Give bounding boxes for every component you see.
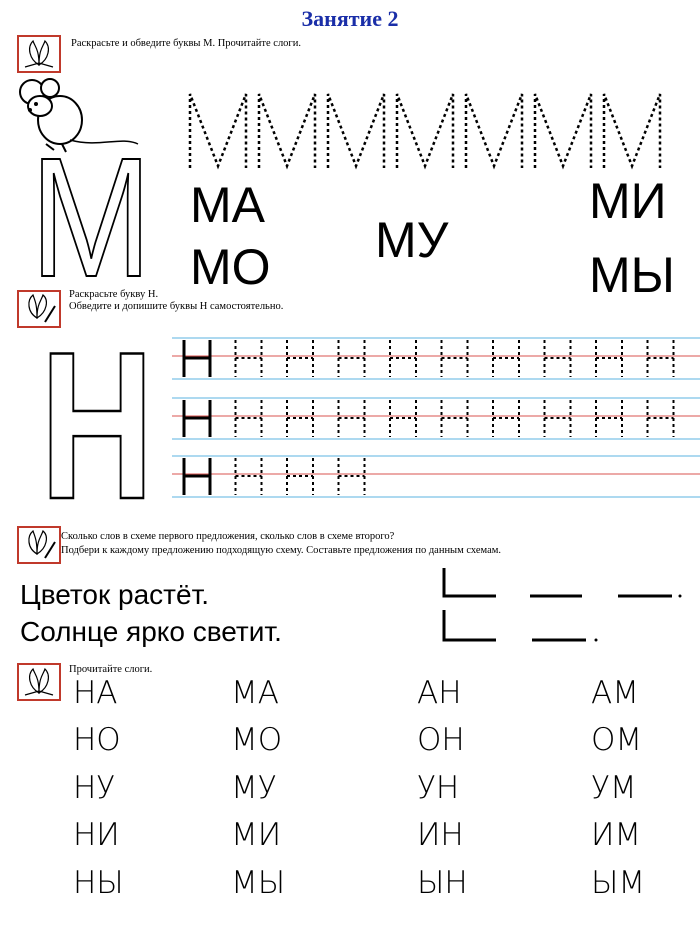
big-letter-n: Н — [40, 336, 154, 501]
syllable-cell: МА — [231, 675, 279, 711]
trace-letter-n — [545, 340, 571, 377]
flower-book-icon — [17, 663, 61, 701]
syllable-cell: ИН — [417, 817, 464, 853]
trace-letter-n — [648, 340, 674, 377]
trace-letter-m — [397, 94, 453, 168]
syllable-cell: НЫ — [73, 865, 124, 901]
instruction-text: Обведите и допишите буквы Н самостоятельно. — [69, 301, 284, 312]
big-letter-m: М — [30, 148, 152, 280]
instruction-text: Раскрасьте букву Н. — [69, 289, 159, 300]
syllable-mi: МИ — [589, 173, 667, 229]
trace-letter-n — [236, 458, 262, 495]
flower-book-icon — [17, 35, 61, 73]
trace-letter-n — [493, 400, 519, 437]
trace-letter-n — [287, 340, 313, 377]
trace-letter-n — [236, 400, 262, 437]
syllable-cell: УН — [417, 770, 460, 806]
sample-letter-n — [184, 400, 210, 437]
sample-letter-n — [184, 458, 210, 495]
trace-letter-n — [442, 400, 468, 437]
trace-letter-m — [535, 94, 591, 168]
trace-letter-n — [339, 400, 365, 437]
syllable-cell: МУ — [231, 770, 277, 806]
trace-letter-n — [390, 340, 416, 377]
sample-letter-n — [184, 340, 210, 377]
syllable-cell: ЫМ — [591, 865, 646, 901]
flower-pencil-icon — [17, 290, 61, 328]
trace-letter-m — [259, 94, 315, 168]
trace-letter-m — [604, 94, 660, 168]
trace-letter-n — [545, 400, 571, 437]
trace-letter-n — [390, 400, 416, 437]
trace-letter-m — [328, 94, 384, 168]
syllable-cell: МЫ — [231, 865, 286, 901]
trace-letter-n — [339, 340, 365, 377]
trace-letter-m — [466, 94, 522, 168]
trace-letter-n — [287, 458, 313, 495]
trace-letter-n — [339, 458, 365, 495]
syllable-cell: АН — [417, 675, 462, 711]
instruction-text: Подбери к каждому предложению подходящую схему. Составьте предложения по данным схемам. — [61, 545, 502, 556]
instruction-text: Сколько слов в схеме первого предложения, сколько слов в схеме второго? — [61, 531, 395, 542]
trace-letter-n — [236, 340, 262, 377]
mouse-icon — [10, 78, 140, 156]
syllable-cell: ОМ — [591, 722, 643, 758]
syllable-cell: ОН — [417, 722, 465, 758]
sentence-1: Цветок растёт. — [20, 579, 210, 610]
scheme-2 — [444, 610, 586, 640]
syllable-cell: ЫН — [417, 865, 468, 901]
page-title: Занятие 2 — [301, 6, 399, 31]
big-letter-n-outline — [40, 336, 156, 501]
handwriting-lines[interactable] — [172, 334, 700, 504]
trace-letters-m[interactable] — [186, 90, 676, 170]
trace-letter-n — [596, 400, 622, 437]
syllable-mu: МУ — [375, 212, 449, 268]
trace-letter-n — [287, 400, 313, 437]
syllable-cell: УМ — [591, 770, 637, 806]
instruction-text: Раскрасьте и обведите буквы М. Прочитайте слоги. — [71, 38, 301, 49]
syllable-cell: НУ — [73, 770, 116, 806]
trace-letter-n — [596, 340, 622, 377]
trace-letter-m — [190, 94, 246, 168]
syllable-cell: МИ — [231, 817, 282, 853]
instruction-text: Прочитайте слоги. — [69, 664, 153, 675]
syllable-cell: НА — [73, 675, 118, 711]
syllable-cell: АМ — [591, 675, 639, 711]
trace-letter-n — [442, 340, 468, 377]
syllable-my: МЫ — [589, 247, 675, 303]
sentence-2: Солнце ярко светит. — [20, 616, 282, 647]
syllable-cell: МО — [231, 722, 283, 758]
syllable-cell: ИМ — [591, 817, 642, 853]
sentence-schemes — [430, 560, 690, 650]
trace-letter-n — [493, 340, 519, 377]
flower-pencil-icon — [17, 526, 61, 564]
syllable-cell: НО — [73, 722, 121, 758]
syllable-cell: НИ — [73, 817, 120, 853]
syllable-ma: МА — [190, 177, 265, 233]
syllable-mo: МО — [190, 239, 271, 295]
trace-letter-n — [648, 400, 674, 437]
scheme-1 — [444, 568, 672, 596]
big-letter-m-outline — [30, 148, 155, 280]
